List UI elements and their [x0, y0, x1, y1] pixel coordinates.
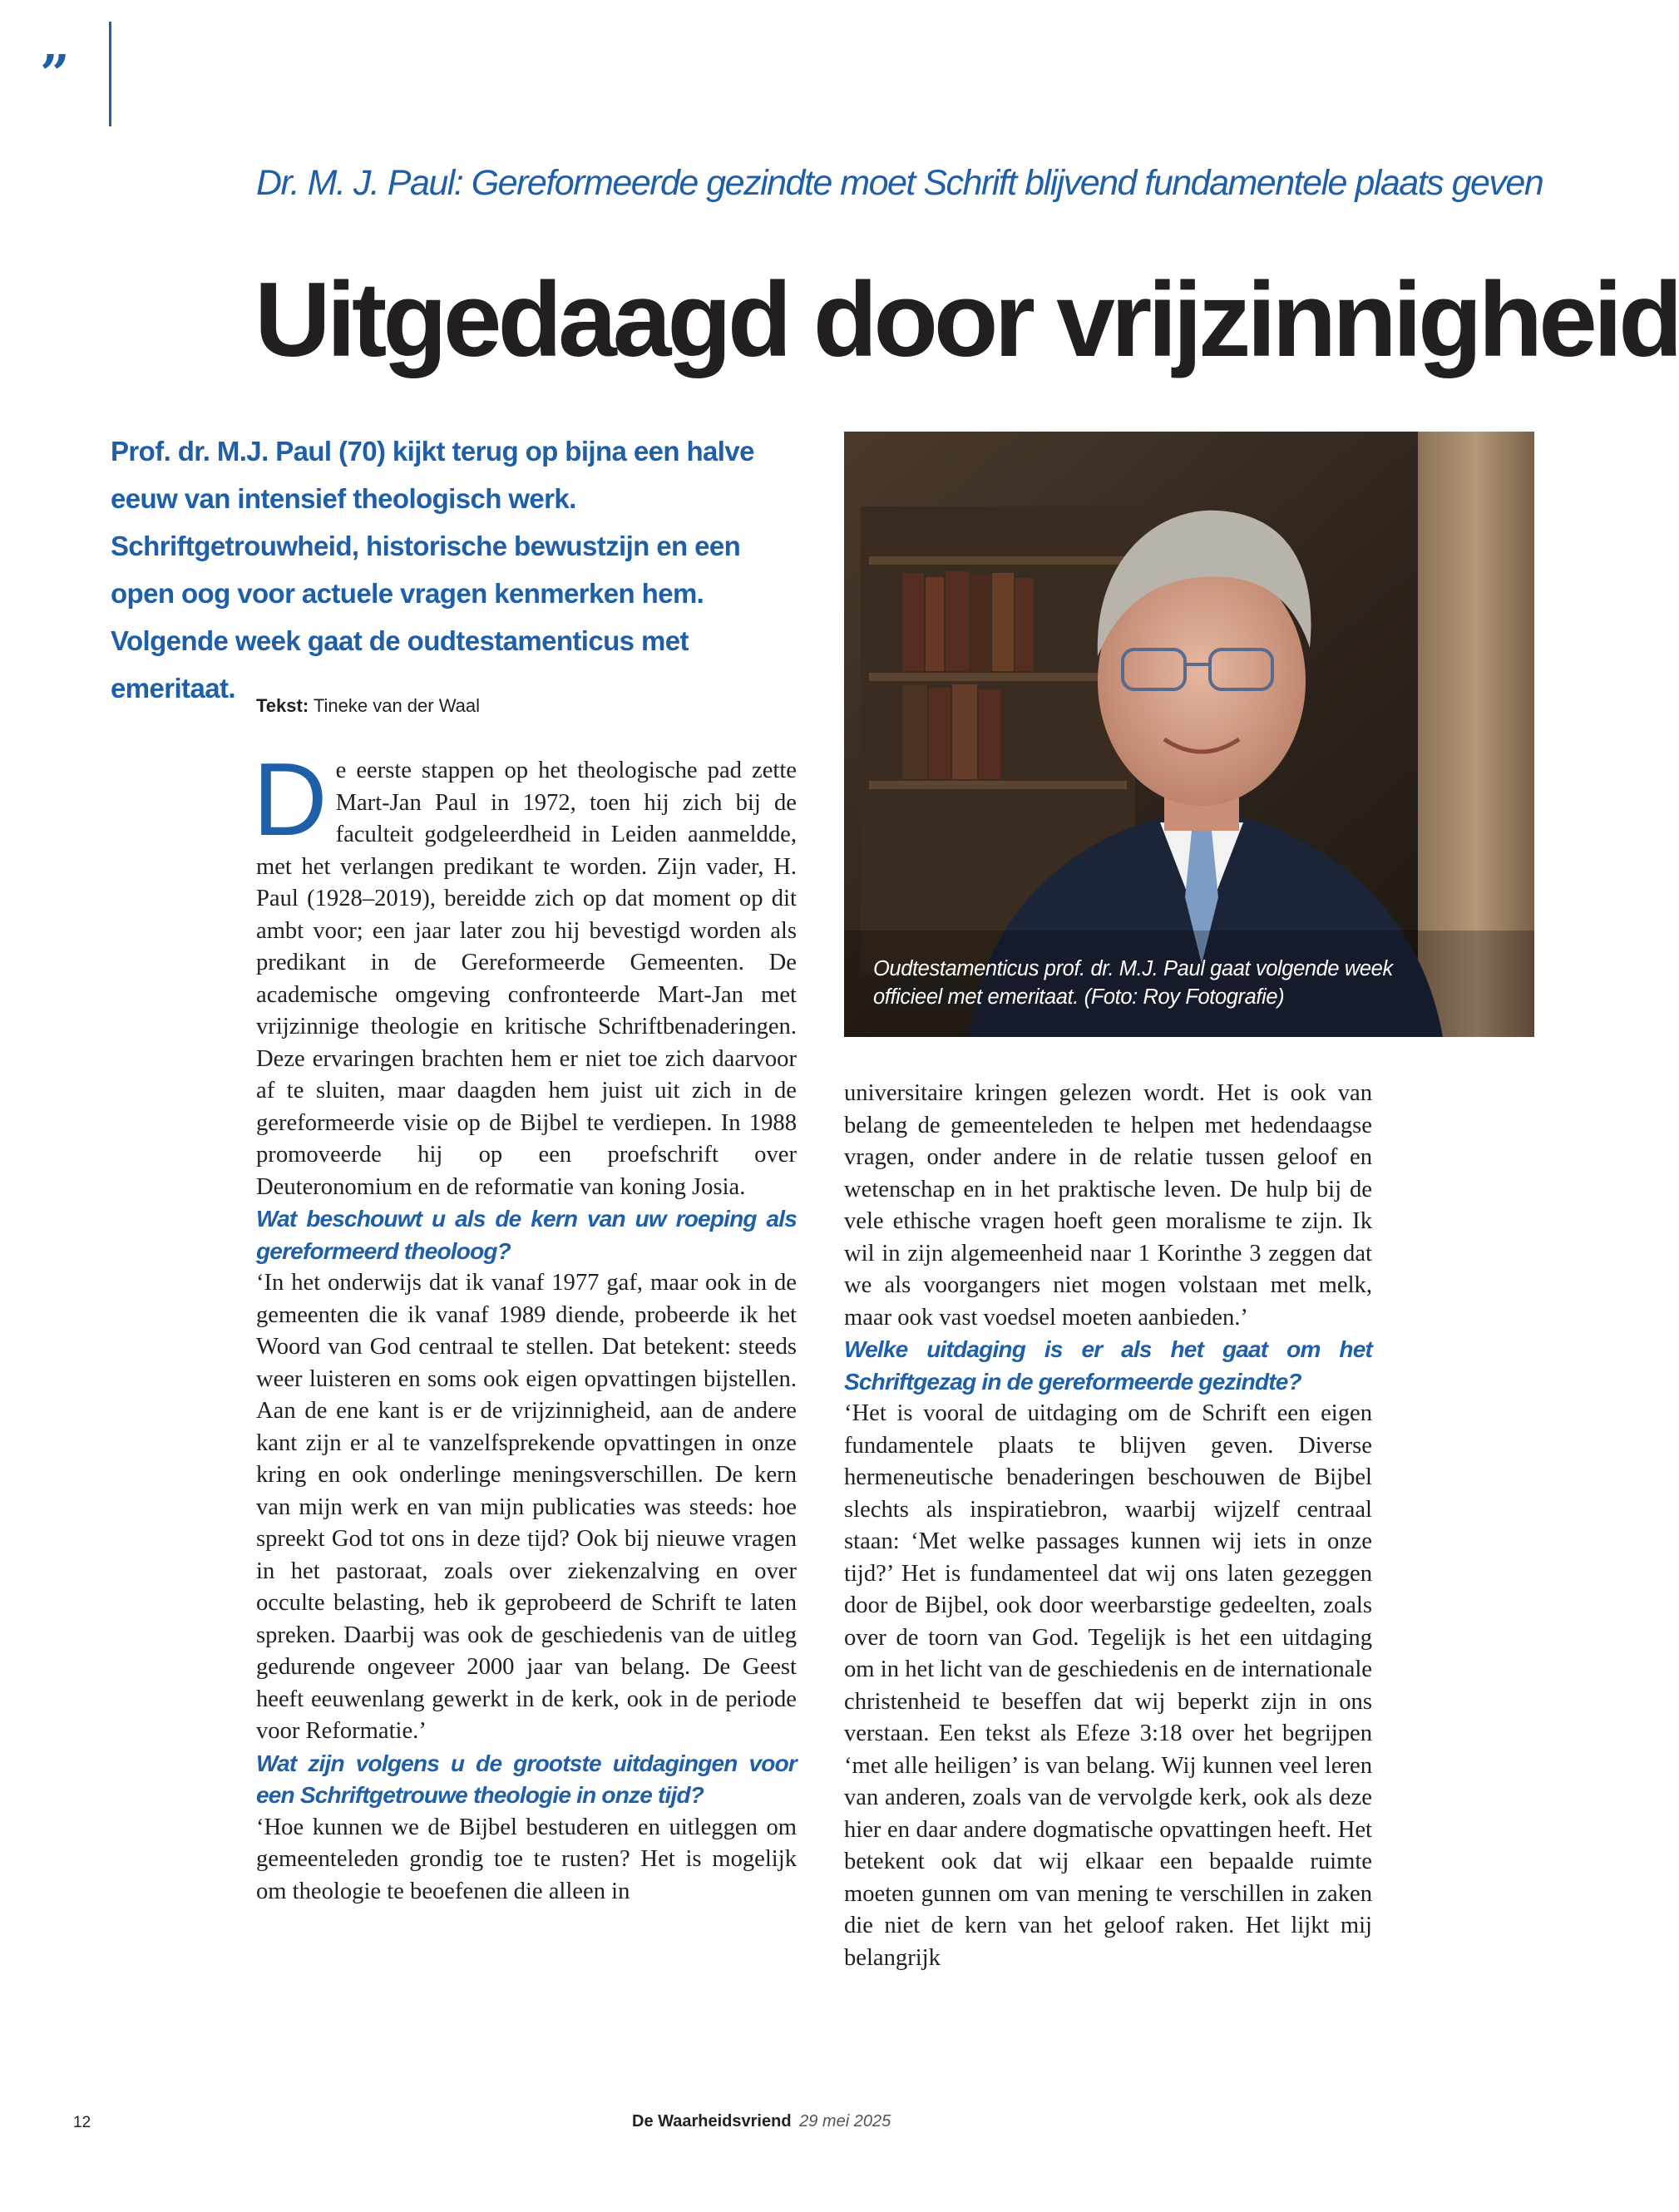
byline-author: Tineke van der Waal	[313, 695, 481, 716]
answer-1: ‘In het onderwijs dat ik vanaf 1977 gaf, maar ook in de gemeenten die ik vanaf 1989 diende, probeerde ik het Woord van God centraal te stellen. Dat betekent: steeds weer luisteren en soms ook eigen opvattingen bijstellen. Aan de ene kant is er de vrijzinnigheid, aan de andere kant zijn er al te vanzelfsprekende opvattingen in onze kring en ook onderlinge meningsverschillen. De kern van mijn werk en van mijn publicaties was steeds: hoe spreekt God tot ons in deze tijd? Ook bij nieuwe vragen in het pastoraat, zoals over ziekenzalving en over occulte belasting, heb ik geprobeerd de Schrift te laten spreken. Daarbij was ook de geschiedenis van de uitleg gedurende ongeveer 2000 jaar van belang. De Geest heeft eeuwenlang gewerkt in de kerk, ook in de periode voor Reformatie.’	[256, 1270, 797, 1744]
page-number: 12	[73, 2114, 91, 2131]
article-lead: Prof. dr. M.J. Paul (70) kijkt terug op bijna een halve eeuw van intensief theologisch werk. Schriftgetrouwheid, historische bewustzijn en een open oog voor actuele vragen kenmerken hem. Volgende week gaat de oudtestamenticus met emeritaat.	[111, 436, 754, 704]
article-column-left	[253, 743, 797, 1908]
footer-publication	[632, 2112, 891, 2131]
question-3: Welke uitdaging is er als het gaat om het Schriftgezag in de gereformeerde gezindte?	[844, 1336, 1372, 1395]
article-headline: Uitgedaagd door vrijzinnigheid	[254, 260, 1679, 378]
publication-name: De Waarheidsvriend	[632, 2112, 792, 2131]
publication-date: 29 mei 2025	[799, 2112, 891, 2131]
portrait-photo	[844, 432, 1534, 1037]
question-1: Wat beschouwt u als de kern van uw roeping als gereformeerd theoloog?	[256, 1206, 797, 1264]
article-subtitle: Dr. M. J. Paul: Gereformeerde gezindte moet Schrift blijvend fundamentele plaats geven	[256, 163, 1543, 203]
quote-rule	[109, 22, 111, 126]
drop-cap: D	[253, 743, 328, 857]
portrait-illustration	[844, 432, 1534, 1037]
intro-text: e eerste stappen op het theologische pad zette Mart-Jan Paul in 1972, toen hij zich bij de faculteit godgeleerdheid in Leiden aanmeldde, met het verlangen predikant te worden. Zijn vader, H. Paul (1928–2019), bereidde zich op dat moment op dit ambt voor; een jaar later zou hij bevestigd worden als predikant in de Gereformeerde Gemeenten. De academische omgeving confronteerde Mart-Jan met vrijzinnige theologie en kritische Schriftbenaderingen. Deze ervaringen brachten hem er niet toe zich daarvoor af te sluiten, maar daagden hem juist uit zich in de gereformeerde visie op de Bijbel te verdiepen. In 1988 promoveerde hij op een proefschrift over Deuteronomium en de reformatie van koning Josia.	[256, 758, 797, 1200]
byline-label: Tekst:	[256, 695, 309, 716]
answer-2-continued: universitaire kringen gelezen wordt. Het is ook van belang de gemeenteleden te helpen met hedendaagse vragen, onder andere in de relatie tussen geloof en wetenschap en in het praktische leven. De hulp bij de vele ethische vragen hoeft geen moralisme te zijn. Ik wil in zijn algemeenheid naar 1 Korinthe 3 zeggen dat we als voorgangers niet mogen volstaan met melk, maar ook vast voedsel moeten aanbieden.’	[844, 1080, 1372, 1331]
intro-paragraph	[253, 743, 797, 1203]
article-column-right	[844, 1078, 1372, 1974]
question-2: Wat zijn volgens u de grootste uitdagingen voor een Schriftgetrouwe theologie in onze tijd?	[256, 1750, 797, 1808]
photo-caption: Oudtestamenticus prof. dr. M.J. Paul gaat volgende week officieel met emeritaat. (Foto: Roy Fotografie)	[873, 957, 1393, 1009]
byline	[256, 695, 480, 717]
quote-mark-icon: ”	[40, 43, 65, 104]
answer-3: ‘Het is vooral de uitdaging om de Schrift een eigen fundamentele plaats te blijven geven. Diverse hermeneutische benaderingen beschouwen de Bijbel slechts als inspiratiebron, waarbij wijzelf centraal staan: ‘Met welke passages kunnen wij iets in onze tijd?’ Het is fundamenteel dat wij ons laten gezeggen door de Bijbel, ook door weerbarstige gedeelten, zoals over de toorn van God. Tegelijk is het een uitdaging om in het licht van de geschiedenis en de internationale christenheid te beseffen dat wij beperkt zijn in ons verstaan. Een tekst als Efeze 3:18 over het begrijpen ‘met alle heiligen’ is van belang. Wij kunnen veel leren van anderen, zoals van de vervolgde kerk, ook als deze hier en daar andere dogmatische opvattingen heeft. Het betekent ook dat wij elkaar een bepaalde ruimte moeten gunnen om van mening te verschillen in zaken die niet de kern van het geloof raken. Het lijkt mij belangrijk	[844, 1400, 1372, 1971]
answer-2: ‘Hoe kunnen we de Bijbel bestuderen en uitleggen om gemeenteleden grondig toe te rusten? Het is mogelijk om theologie te beoefenen die alleen in	[256, 1814, 797, 1904]
